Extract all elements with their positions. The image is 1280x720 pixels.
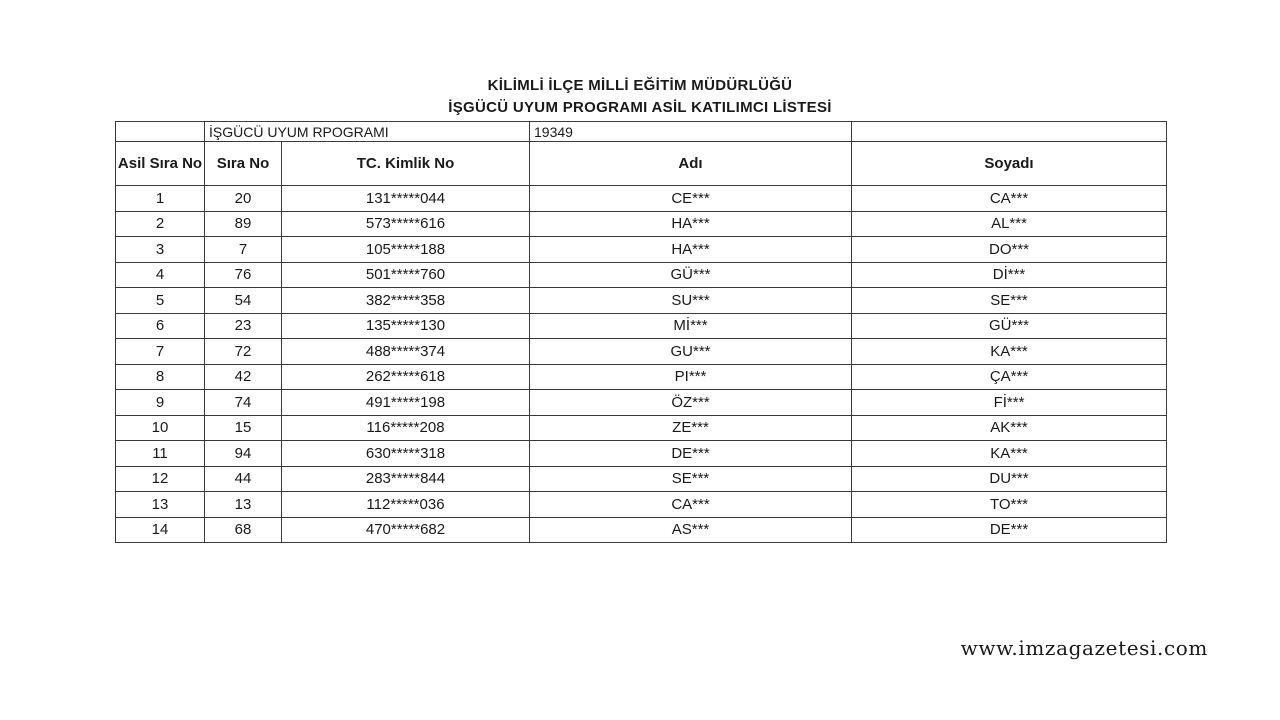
sira-no-cell: 7 <box>205 237 282 263</box>
adi-cell: GU*** <box>530 339 852 365</box>
sira-no-cell: 72 <box>205 339 282 365</box>
program-label: İŞGÜCÜ UYUM RPOGRAMI <box>205 122 530 142</box>
adi-cell: DE*** <box>530 441 852 467</box>
asil-sira-no-cell: 9 <box>116 390 205 416</box>
asil-sira-no-cell: 12 <box>116 466 205 492</box>
soyadi-cell: AL*** <box>852 211 1167 237</box>
sira-no-cell: 23 <box>205 313 282 339</box>
table-row <box>116 364 1167 390</box>
soyadi-cell: KA*** <box>852 441 1167 467</box>
table-row <box>116 262 1167 288</box>
adi-cell: HA*** <box>530 237 852 263</box>
sira-no-cell: 76 <box>205 262 282 288</box>
tc-kimlik-no-cell: 112*****036 <box>282 492 530 518</box>
tc-kimlik-no-cell: 573*****616 <box>282 211 530 237</box>
sira-no-cell: 20 <box>205 186 282 212</box>
table-row <box>116 466 1167 492</box>
asil-sira-no-cell: 3 <box>116 237 205 263</box>
adi-cell: CA*** <box>530 492 852 518</box>
table-row <box>116 415 1167 441</box>
table-row <box>116 492 1167 518</box>
adi-cell: ÖZ*** <box>530 390 852 416</box>
header-row <box>116 142 1167 186</box>
document-title: KİLİMLİ İLÇE MİLLİ EĞİTİM MÜDÜRLÜĞÜ <box>487 77 793 94</box>
tc-kimlik-no-cell: 262*****618 <box>282 364 530 390</box>
soyadi-cell: KA*** <box>852 339 1167 365</box>
table-row <box>116 339 1167 365</box>
column-header-soyadi: Soyadı <box>852 142 1167 186</box>
soyadi-cell: TO*** <box>852 492 1167 518</box>
adi-cell: SE*** <box>530 466 852 492</box>
tc-kimlik-no-cell: 488*****374 <box>282 339 530 365</box>
sira-no-cell: 89 <box>205 211 282 237</box>
adi-cell: CE*** <box>530 186 852 212</box>
website-watermark: www.imzagazetesi.com <box>960 636 1208 660</box>
adi-cell: HA*** <box>530 211 852 237</box>
table-row <box>116 288 1167 314</box>
document-subtitle: İŞGÜCÜ UYUM PROGRAMI ASİL KATILIMCI LİSTESİ <box>448 99 832 116</box>
adi-cell: SU*** <box>530 288 852 314</box>
tc-kimlik-no-cell: 382*****358 <box>282 288 530 314</box>
soyadi-cell: DU*** <box>852 466 1167 492</box>
sira-no-cell: 54 <box>205 288 282 314</box>
asil-sira-no-cell: 7 <box>116 339 205 365</box>
sira-no-cell: 94 <box>205 441 282 467</box>
adi-cell: GÜ*** <box>530 262 852 288</box>
tc-kimlik-no-cell: 630*****318 <box>282 441 530 467</box>
asil-sira-no-cell: 11 <box>116 441 205 467</box>
program-row <box>116 122 1167 142</box>
column-header-asil-sira-no: Asil Sıra No <box>116 142 205 186</box>
soyadi-cell: DO*** <box>852 237 1167 263</box>
asil-sira-no-cell: 14 <box>116 517 205 543</box>
table-row <box>116 237 1167 263</box>
program-number: 19349 <box>530 122 852 142</box>
soyadi-cell: AK*** <box>852 415 1167 441</box>
tc-kimlik-no-cell: 116*****208 <box>282 415 530 441</box>
tc-kimlik-no-cell: 470*****682 <box>282 517 530 543</box>
table-row <box>116 517 1167 543</box>
tc-kimlik-no-cell: 105*****188 <box>282 237 530 263</box>
tc-kimlik-no-cell: 491*****198 <box>282 390 530 416</box>
table-row <box>116 186 1167 212</box>
sira-no-cell: 68 <box>205 517 282 543</box>
table-row <box>116 313 1167 339</box>
asil-sira-no-cell: 1 <box>116 186 205 212</box>
tc-kimlik-no-cell: 283*****844 <box>282 466 530 492</box>
tc-kimlik-no-cell: 131*****044 <box>282 186 530 212</box>
participant-table <box>115 121 1167 543</box>
sira-no-cell: 44 <box>205 466 282 492</box>
asil-sira-no-cell: 2 <box>116 211 205 237</box>
sira-no-cell: 74 <box>205 390 282 416</box>
sira-no-cell: 13 <box>205 492 282 518</box>
soyadi-cell: Dİ*** <box>852 262 1167 288</box>
asil-sira-no-cell: 8 <box>116 364 205 390</box>
column-header-sira-no: Sıra No <box>205 142 282 186</box>
tc-kimlik-no-cell: 501*****760 <box>282 262 530 288</box>
column-header-tc-kimlik-no: TC. Kimlik No <box>282 142 530 186</box>
soyadi-cell: CA*** <box>852 186 1167 212</box>
sira-no-cell: 15 <box>205 415 282 441</box>
soyadi-cell: Fİ*** <box>852 390 1167 416</box>
soyadi-cell: DE*** <box>852 517 1167 543</box>
sira-no-cell: 42 <box>205 364 282 390</box>
column-header-adi: Adı <box>530 142 852 186</box>
asil-sira-no-cell: 13 <box>116 492 205 518</box>
tc-kimlik-no-cell: 135*****130 <box>282 313 530 339</box>
adi-cell: Mİ*** <box>530 313 852 339</box>
table-row <box>116 390 1167 416</box>
table-row <box>116 211 1167 237</box>
asil-sira-no-cell: 5 <box>116 288 205 314</box>
table-body <box>116 186 1167 543</box>
adi-cell: PI*** <box>530 364 852 390</box>
asil-sira-no-cell: 4 <box>116 262 205 288</box>
soyadi-cell: GÜ*** <box>852 313 1167 339</box>
table-row <box>116 441 1167 467</box>
asil-sira-no-cell: 10 <box>116 415 205 441</box>
adi-cell: AS*** <box>530 517 852 543</box>
soyadi-cell: SE*** <box>852 288 1167 314</box>
adi-cell: ZE*** <box>530 415 852 441</box>
soyadi-cell: ÇA*** <box>852 364 1167 390</box>
asil-sira-no-cell: 6 <box>116 313 205 339</box>
